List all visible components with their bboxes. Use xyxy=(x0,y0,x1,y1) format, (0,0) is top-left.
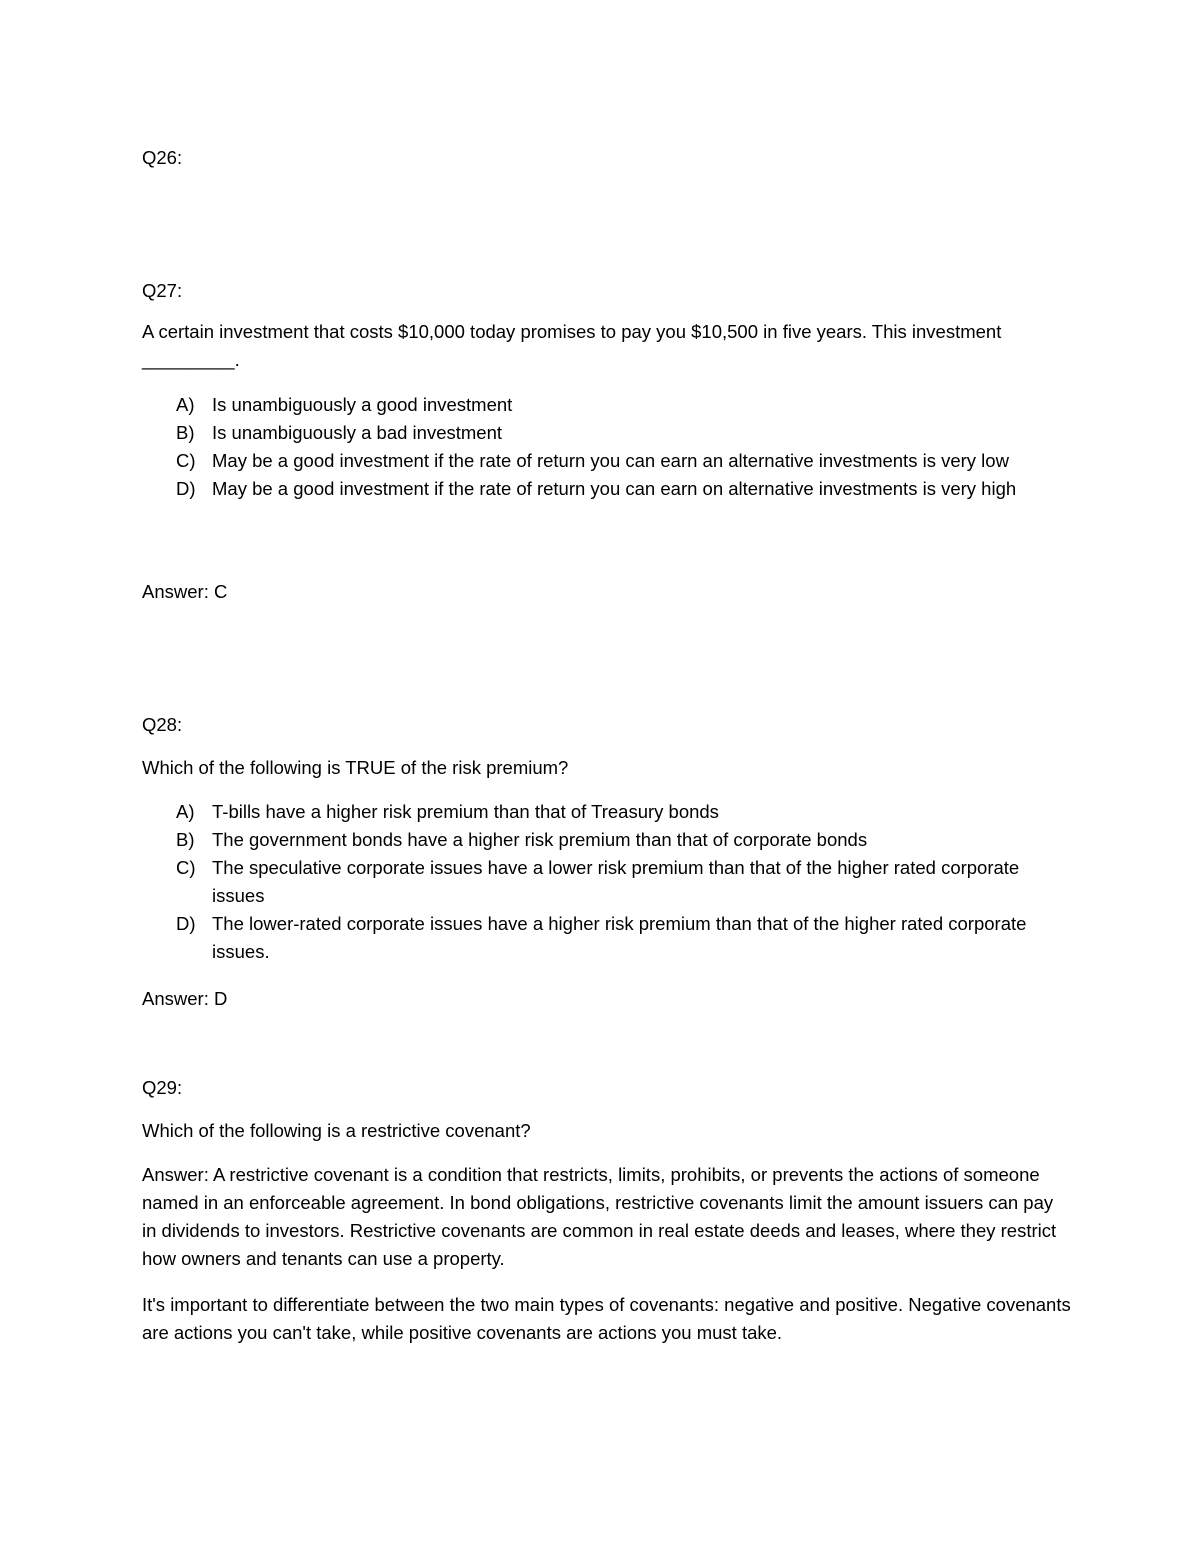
option-letter: A) xyxy=(176,801,195,822)
q27-option-c xyxy=(142,447,1072,475)
q29-question: Which of the following is a restrictive covenant? xyxy=(142,1120,531,1141)
q28-option-b xyxy=(142,826,1072,854)
q27-question-line1: A certain investment that costs $10,000 today promises to pay you $10,500 in five years. This investment xyxy=(142,321,1002,342)
q28-question: Which of the following is TRUE of the risk premium? xyxy=(142,757,569,778)
option-letter: C) xyxy=(176,857,196,878)
option-letter: C) xyxy=(176,450,196,471)
q28-options xyxy=(142,798,1072,966)
q27-options xyxy=(142,391,1072,503)
q29-answer: Answer: A restrictive covenant is a condition that restricts, limits, prohibits, or prevents the actions of someone named in an enforceable agreement. In bond obligations, restrictive covenants limit the amount issuers can pay in dividends to investors. Restrictive covenants are common in real estate deeds and leases, where they restrict how owners and tenants can use a property. xyxy=(142,1164,1057,1269)
q26-label: Q26: xyxy=(142,147,183,168)
option-text: Is unambiguously a bad investment xyxy=(212,422,503,443)
q27-question xyxy=(142,318,1072,374)
q28-option-c xyxy=(142,854,1072,910)
option-letter: D) xyxy=(176,478,196,499)
option-letter: D) xyxy=(176,913,196,934)
option-text: May be a good investment if the rate of return you can earn on alternative investments is very high xyxy=(212,478,1017,499)
q27-answer: Answer: C xyxy=(142,581,228,602)
option-text: May be a good investment if the rate of return you can earn an alternative investments is very low xyxy=(212,450,1009,471)
q29-paragraph2: It's important to differentiate between the two main types of covenants: negative and positive. Negative covenants are actions you can't take, while positive covenants are actions you must take. xyxy=(142,1294,1071,1343)
q28-label: Q28: xyxy=(142,714,183,735)
q27-option-a xyxy=(142,391,1072,419)
q27-label: Q27: xyxy=(142,280,183,301)
option-text: The government bonds have a higher risk premium than that of corporate bonds xyxy=(212,829,868,850)
option-text: Is unambiguously a good investment xyxy=(212,394,513,415)
option-text: The lower-rated corporate issues have a higher risk premium than that of the higher rated corporate issues. xyxy=(212,913,1027,962)
option-text: T-bills have a higher risk premium than that of Treasury bonds xyxy=(212,801,719,822)
q29-label: Q29: xyxy=(142,1077,183,1098)
option-letter: B) xyxy=(176,422,195,443)
q28-option-a xyxy=(142,798,1072,826)
q27-question-line2: _________. xyxy=(142,349,240,370)
q28-answer: Answer: D xyxy=(142,988,228,1009)
option-text: The speculative corporate issues have a lower risk premium than that of the higher rated corporate issues xyxy=(212,857,1020,906)
q27-option-d xyxy=(142,475,1072,503)
option-letter: A) xyxy=(176,394,195,415)
q28-option-d xyxy=(142,910,1072,966)
option-letter: B) xyxy=(176,829,195,850)
q27-option-b xyxy=(142,419,1072,447)
